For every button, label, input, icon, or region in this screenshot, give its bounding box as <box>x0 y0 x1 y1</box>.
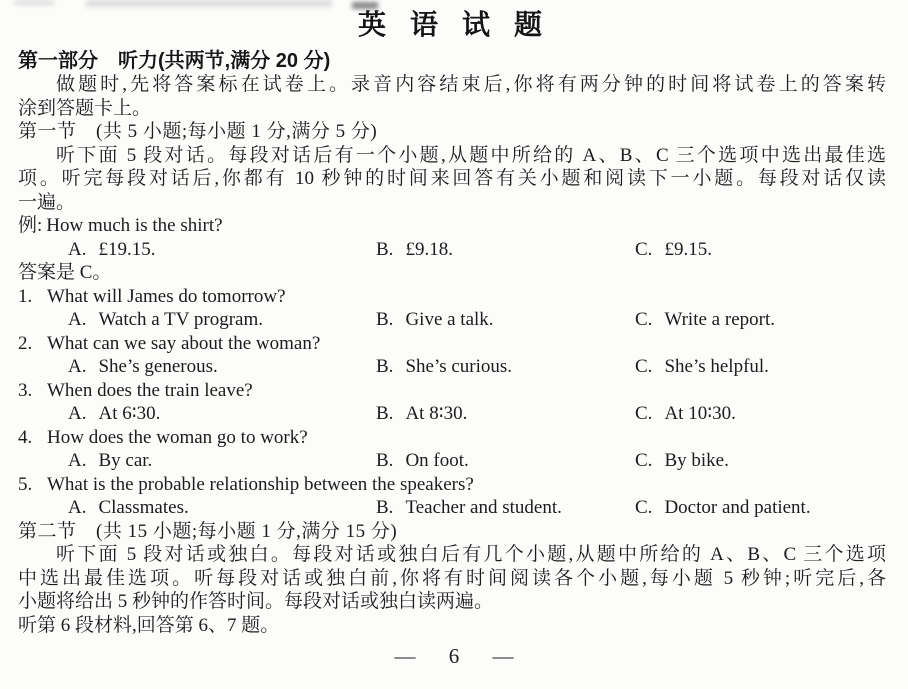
question-stem-row <box>18 332 886 356</box>
question-number: 1. <box>18 285 33 307</box>
scan-artifact <box>14 0 54 5</box>
section1-heading: 第一节 (共 5 小题;每小题 1 分,满分 5 分) <box>18 121 378 142</box>
option <box>376 355 635 379</box>
part1-heading: 第一部分 听力(共两节,满分 20 分) <box>18 50 331 72</box>
option-key: A. <box>68 403 87 424</box>
example-stem: How much is the shirt? <box>46 215 223 236</box>
option-text: Give a talk. <box>405 309 494 330</box>
option <box>376 449 635 473</box>
option-key: B. <box>376 238 394 260</box>
section2-intro-line: 小题将给出 5 秒钟的作答时间。每段对话或独白读两遍。 <box>18 591 494 612</box>
options-row <box>18 355 886 379</box>
scan-artifact <box>86 0 332 7</box>
option-key: C. <box>635 309 653 330</box>
question-stem: What will James do tomorrow? <box>47 285 286 307</box>
option <box>376 308 635 332</box>
option <box>635 238 886 262</box>
example-stem-row <box>18 214 886 238</box>
option-text: Watch a TV program. <box>98 309 263 330</box>
question-number: 5. <box>18 473 33 495</box>
option <box>635 402 886 426</box>
option-text: £19.15. <box>98 238 156 260</box>
option <box>376 496 635 520</box>
scan-artifact <box>352 2 378 9</box>
question-stem-row <box>18 426 886 450</box>
part1-intro-line: 涂到答题卡上。 <box>18 97 152 119</box>
option-text: She’s helpful. <box>664 356 769 377</box>
options-row <box>18 402 886 426</box>
answer-note: 答案是 C。 <box>18 262 112 283</box>
section2-intro-line: 中选出最佳选项。听每段对话或独白前,你将有时间阅读各个小题,每小题 5 秒钟;听完后,各 <box>18 567 886 589</box>
question-stem: What is the probable relationship between the speakers? <box>47 473 474 495</box>
question-stem-row <box>18 285 886 309</box>
option-key: A. <box>68 450 87 471</box>
option-text: By car. <box>98 450 153 471</box>
option-text: Classmates. <box>98 497 189 518</box>
option-key: B. <box>376 403 394 424</box>
option <box>68 402 376 426</box>
option-key: C. <box>635 356 653 377</box>
question-number: 3. <box>18 379 33 401</box>
option-key: B. <box>376 450 394 471</box>
option <box>376 402 635 426</box>
option <box>376 238 635 262</box>
material-note: 听第 6 段材料,回答第 6、7 题。 <box>18 614 280 636</box>
option-key: C. <box>635 450 653 471</box>
option-text: £9.15. <box>664 238 712 260</box>
option-text: At 10∶30. <box>664 403 736 424</box>
option-text: Write a report. <box>664 309 775 330</box>
option-key: A. <box>68 497 87 518</box>
section1-intro-line: 一遍。 <box>18 191 76 213</box>
part1-intro-line: 做题时,先将答案标在试卷上。录音内容结束后,你将有两分钟的时间将试卷上的答案转 <box>56 74 886 95</box>
option <box>68 238 376 262</box>
option <box>68 355 376 379</box>
option-key: C. <box>635 403 653 424</box>
section2-heading: 第二节 (共 15 小题;每小题 1 分,满分 15 分) <box>18 520 398 542</box>
question-number: 4. <box>18 426 33 448</box>
option-text: She’s curious. <box>405 356 513 377</box>
question-stem: When does the train leave? <box>47 379 253 401</box>
option-key: A. <box>68 309 87 330</box>
option <box>635 449 886 473</box>
option <box>635 355 886 379</box>
question-stem: How does the woman go to work? <box>47 426 308 448</box>
option-key: A. <box>68 238 87 260</box>
option <box>635 496 886 520</box>
option-text: Doctor and patient. <box>664 497 811 518</box>
option <box>68 496 376 520</box>
option-key: B. <box>376 309 394 330</box>
question-stem-row <box>18 473 886 497</box>
option-key: B. <box>376 356 394 377</box>
question-stem: What can we say about the woman? <box>47 332 321 354</box>
options-row <box>18 308 886 332</box>
section1-intro-line: 听下面 5 段对话。每段对话后有一个小题,从题中所给的 A、B、C 三个选项中选出最佳选 <box>56 144 886 166</box>
option <box>68 308 376 332</box>
option-text: On foot. <box>405 450 469 471</box>
page-number: — 6 — <box>394 644 528 668</box>
option-key: C. <box>635 497 653 518</box>
option <box>68 449 376 473</box>
question-stem-row <box>18 379 886 403</box>
question-number: 2. <box>18 332 33 354</box>
option-text: £9.18. <box>405 238 453 260</box>
example-label: 例: <box>18 215 43 236</box>
option-key: A. <box>68 356 87 377</box>
exam-title: 英语试题 <box>357 10 566 41</box>
option-text: At 6∶30. <box>98 403 161 424</box>
option-text: At 8∶30. <box>405 403 468 424</box>
option-key: C. <box>635 238 653 260</box>
options-row <box>18 449 886 473</box>
option-text: By bike. <box>664 450 729 471</box>
option-text: Teacher and student. <box>405 497 562 518</box>
option-text: She’s generous. <box>98 356 218 377</box>
example-options-row <box>18 238 886 262</box>
option <box>635 308 886 332</box>
option-key: B. <box>376 497 394 518</box>
section1-intro-line: 项。听完每段对话后,你都有 10 秒钟的时间来回答有关小题和阅读下一小题。每段对话仅读 <box>18 168 886 189</box>
options-row <box>18 496 886 520</box>
section2-intro-line: 听下面 5 段对话或独白。每段对话或独白后有几个小题,从题中所给的 A、B、C 三个选项 <box>56 544 886 565</box>
